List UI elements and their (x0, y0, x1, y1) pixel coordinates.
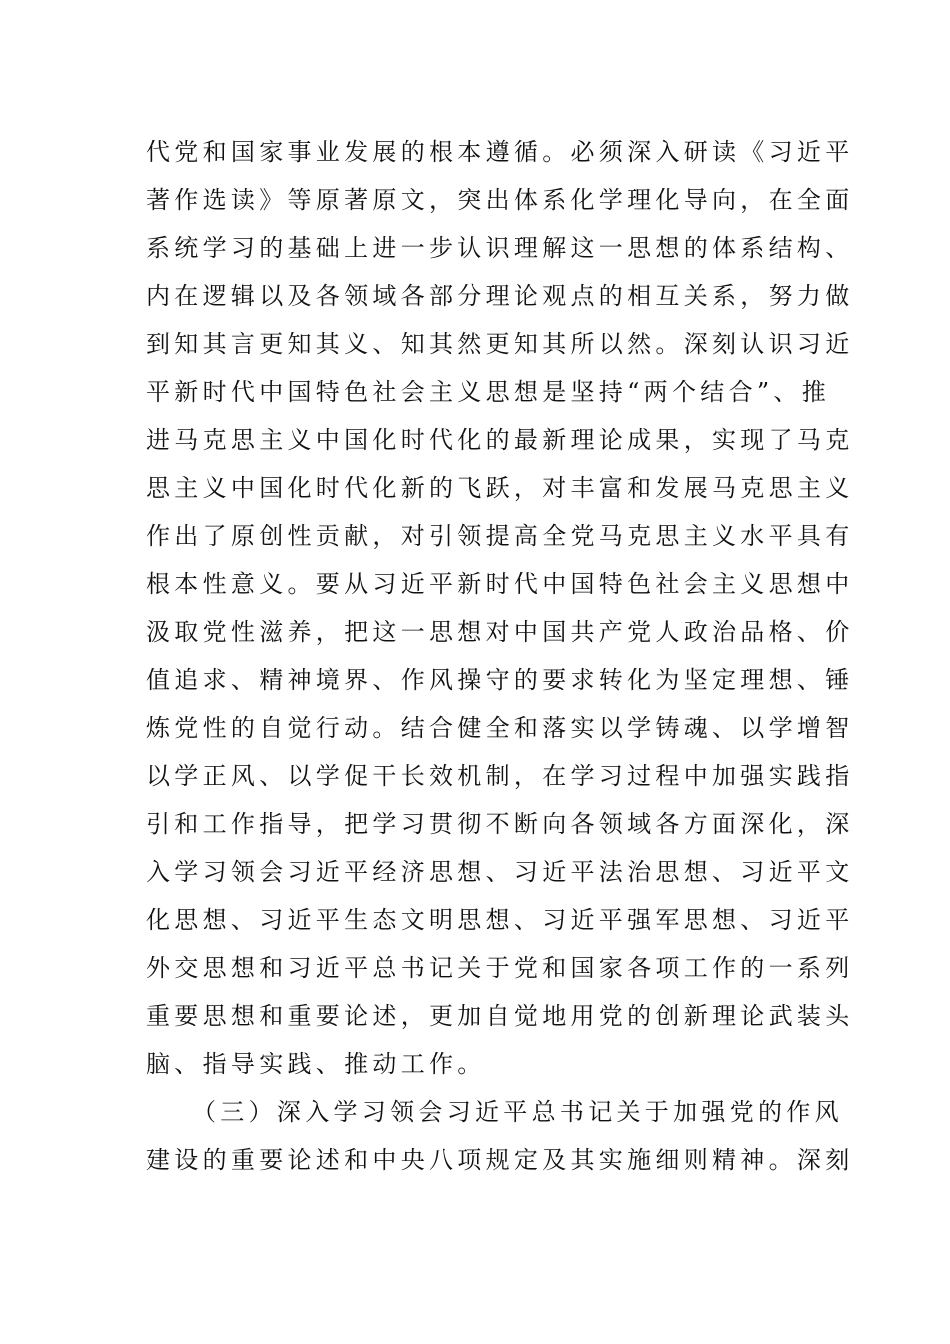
text-line: 入学习领会习近平经济思想、习近平法治思想、习近平文 (146, 858, 854, 886)
text-line: 建设的重要论述和中央八项规定及其实施细则精神。深刻 (146, 1146, 854, 1174)
text-line: 平新时代中国特色社会主义思想是坚持“两个结合”、推 (146, 378, 831, 406)
text-line: 以学正风、以学促干长效机制，在学习过程中加强实践指 (146, 762, 854, 790)
text-line: 根本性意义。要从习近平新时代中国特色社会主义思想中 (146, 570, 854, 598)
body-text (146, 128, 854, 1184)
text-line: 著作选读》等原著原文，突出体系化学理化导向，在全面 (146, 186, 854, 214)
text-line: 作出了原创性贡献，对引领提高全党马克思主义水平具有 (146, 522, 854, 550)
text-line: 到知其言更知其义、知其然更知其所以然。深刻认识习近 (146, 330, 854, 358)
text-line: 炼党性的自觉行动。结合健全和落实以学铸魂、以学增智 (146, 714, 854, 742)
text-line: 重要思想和重要论述，更加自觉地用党的创新理论武装头 (146, 1002, 854, 1030)
text-line: 汲取党性滋养，把这一思想对中国共产党人政治品格、价 (146, 618, 854, 646)
text-line: 值追求、精神境界、作风操守的要求转化为坚定理想、锤 (146, 666, 854, 694)
section-heading-line: （三）深入学习领会习近平总书记关于加强党的作风 (192, 1098, 843, 1126)
text-line: 代党和国家事业发展的根本遵循。必须深入研读《习近平 (146, 138, 854, 166)
text-line: 化思想、习近平生态文明思想、习近平强军思想、习近平 (146, 906, 854, 934)
text-line: 引和工作指导，把学习贯彻不断向各领域各方面深化，深 (146, 810, 854, 838)
text-line: 系统学习的基础上进一步认识理解这一思想的体系结构、 (146, 234, 854, 262)
text-line: 外交思想和习近平总书记关于党和国家各项工作的一系列 (146, 954, 854, 982)
text-line: 进马克思主义中国化时代化的最新理论成果，实现了马克 (146, 426, 854, 454)
text-line: 思主义中国化时代化新的飞跃，对丰富和发展马克思主义 (146, 474, 854, 502)
text-line: 内在逻辑以及各领域各部分理论观点的相互关系，努力做 (146, 282, 854, 310)
text-line: 脑、指导实践、推动工作。 (146, 1050, 486, 1078)
